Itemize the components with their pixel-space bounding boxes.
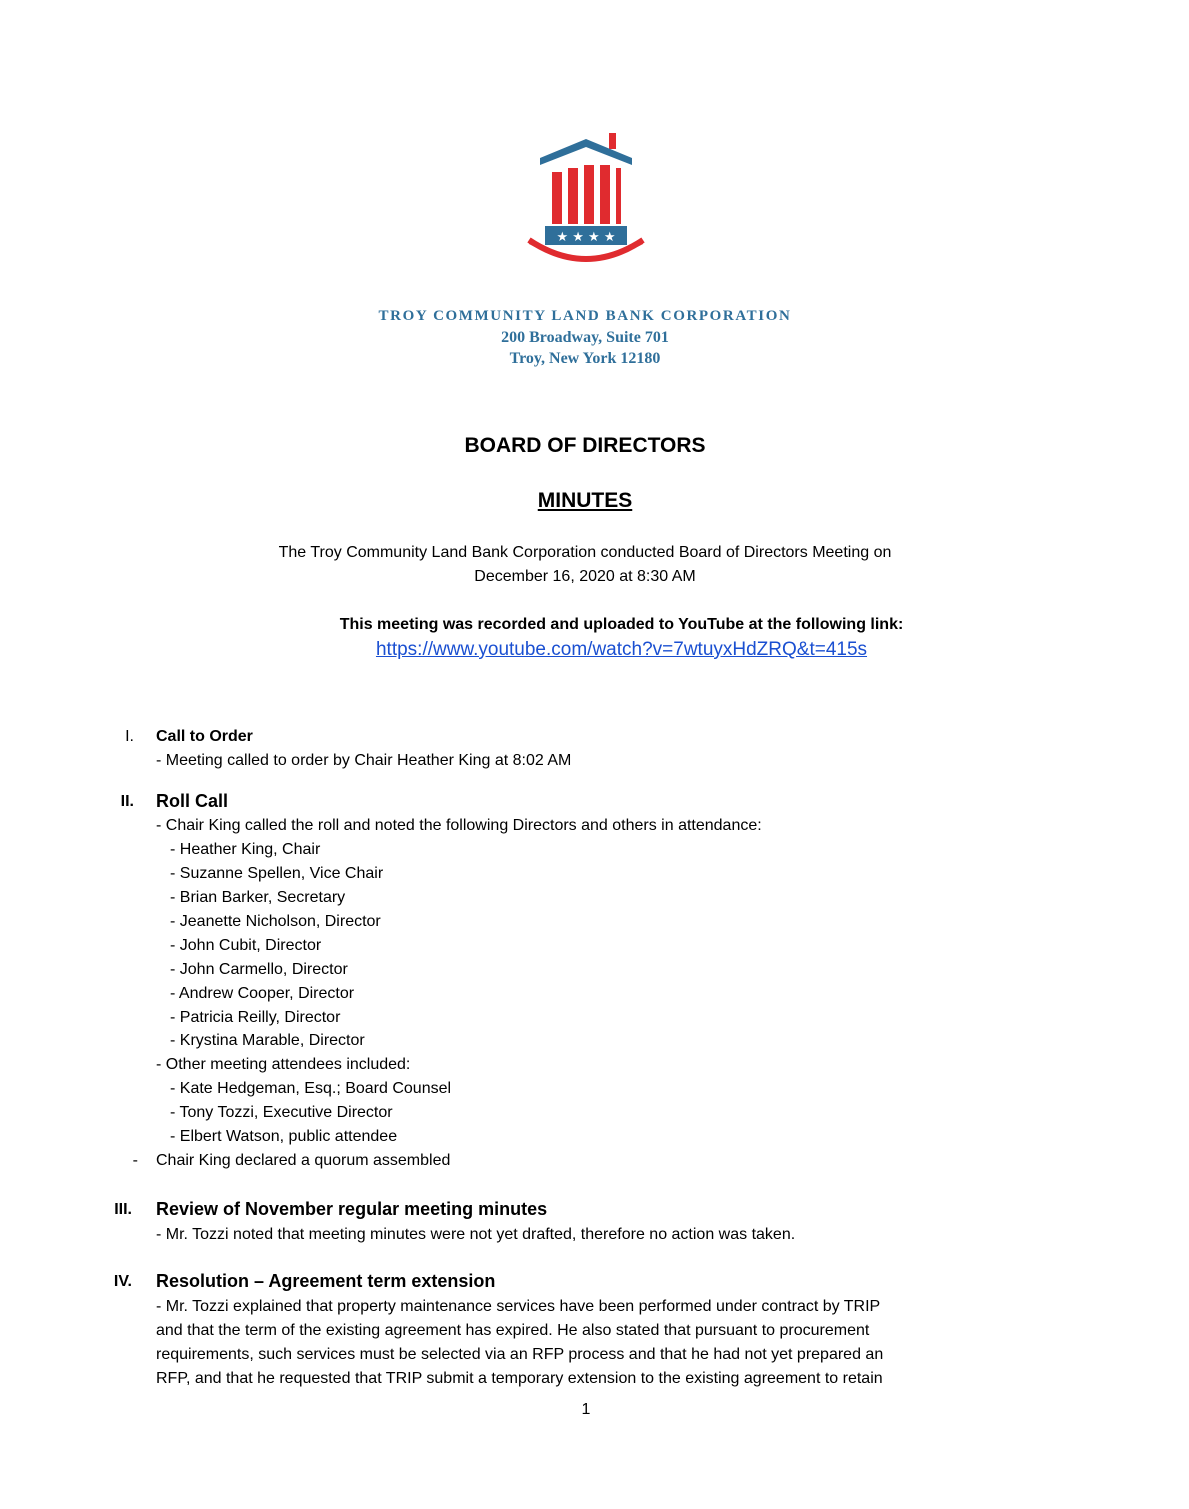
director-item: - John Cubit, Director <box>170 937 322 954</box>
director-item: - Andrew Cooper, Director <box>170 985 355 1002</box>
attendee-item: - Elbert Watson, public attendee <box>170 1128 398 1145</box>
director-item: - Suzanne Spellen, Vice Chair <box>170 865 384 882</box>
director-item: - Brian Barker, Secretary <box>170 889 346 906</box>
section-4-paragraph <box>156 1295 986 1391</box>
svg-text:★ ★ ★ ★: ★ ★ ★ ★ <box>556 230 616 245</box>
board-title: BOARD OF DIRECTORS <box>464 434 706 457</box>
org-address-line2: Troy, New York 12180 <box>509 350 661 367</box>
roll-call-intro: - Chair King called the roll and noted the following Directors and others in attendance: <box>156 817 762 834</box>
paragraph-line: and that the term of the existing agreement has expired. He also stated that pursuant to procurement <box>156 1322 870 1339</box>
paragraph-line: requirements, such services must be selected via an RFP process and that he had not yet prepared an <box>156 1346 884 1363</box>
section-2-number: II. <box>120 793 134 810</box>
land-bank-logo <box>525 128 647 270</box>
minutes-title: MINUTES <box>537 489 633 512</box>
attendee-item: - Kate Hedgeman, Esq.; Board Counsel <box>170 1080 452 1097</box>
section-4-number: IV. <box>113 1273 132 1290</box>
director-item: - John Carmello, Director <box>170 961 348 978</box>
quorum-line: Chair King declared a quorum assembled <box>156 1152 451 1169</box>
section-3-number: III. <box>114 1201 132 1218</box>
section-2-title: Roll Call <box>156 791 229 811</box>
section-1-number: I. <box>125 728 134 745</box>
director-item: - Jeanette Nicholson, Director <box>170 913 381 930</box>
quorum-dash: - <box>132 1152 138 1169</box>
paragraph-line: RFP, and that he requested that TRIP submit a temporary extension to the existing agreement to retain <box>156 1370 883 1387</box>
others-intro: - Other meeting attendees included: <box>156 1056 411 1073</box>
section-3-title: Review of November regular meeting minutes <box>156 1199 548 1219</box>
paragraph-line: - Mr. Tozzi explained that property maintenance services have been performed under contract by TRIP <box>156 1298 881 1315</box>
intro-line-2: December 16, 2020 at 8:30 AM <box>474 568 696 585</box>
director-item: - Patricia Reilly, Director <box>170 1009 341 1026</box>
youtube-link[interactable]: https://www.youtube.com/watch?v=7wtuyxHdZRQ&t=415s <box>375 639 868 660</box>
director-item: - Heather King, Chair <box>170 841 321 858</box>
page-number: 1 <box>581 1401 591 1418</box>
attendee-item: - Tony Tozzi, Executive Director <box>170 1104 393 1121</box>
section-1-title: Call to Order <box>156 728 253 745</box>
section-1-line: - Meeting called to order by Chair Heather King at 8:02 AM <box>156 752 572 769</box>
recording-note: This meeting was recorded and uploaded to YouTube at the following link: <box>339 616 904 633</box>
section-3-line: - Mr. Tozzi noted that meeting minutes were not yet drafted, therefore no action was taken. <box>156 1226 796 1243</box>
org-name: TROY COMMUNITY LAND BANK CORPORATION <box>378 308 792 324</box>
org-address-line1: 200 Broadway, Suite 701 <box>501 329 669 346</box>
intro-line-1: The Troy Community Land Bank Corporation conducted Board of Directors Meeting on <box>278 544 892 561</box>
director-item: - Krystina Marable, Director <box>170 1032 365 1049</box>
section-4-title: Resolution – Agreement term extension <box>156 1271 496 1291</box>
